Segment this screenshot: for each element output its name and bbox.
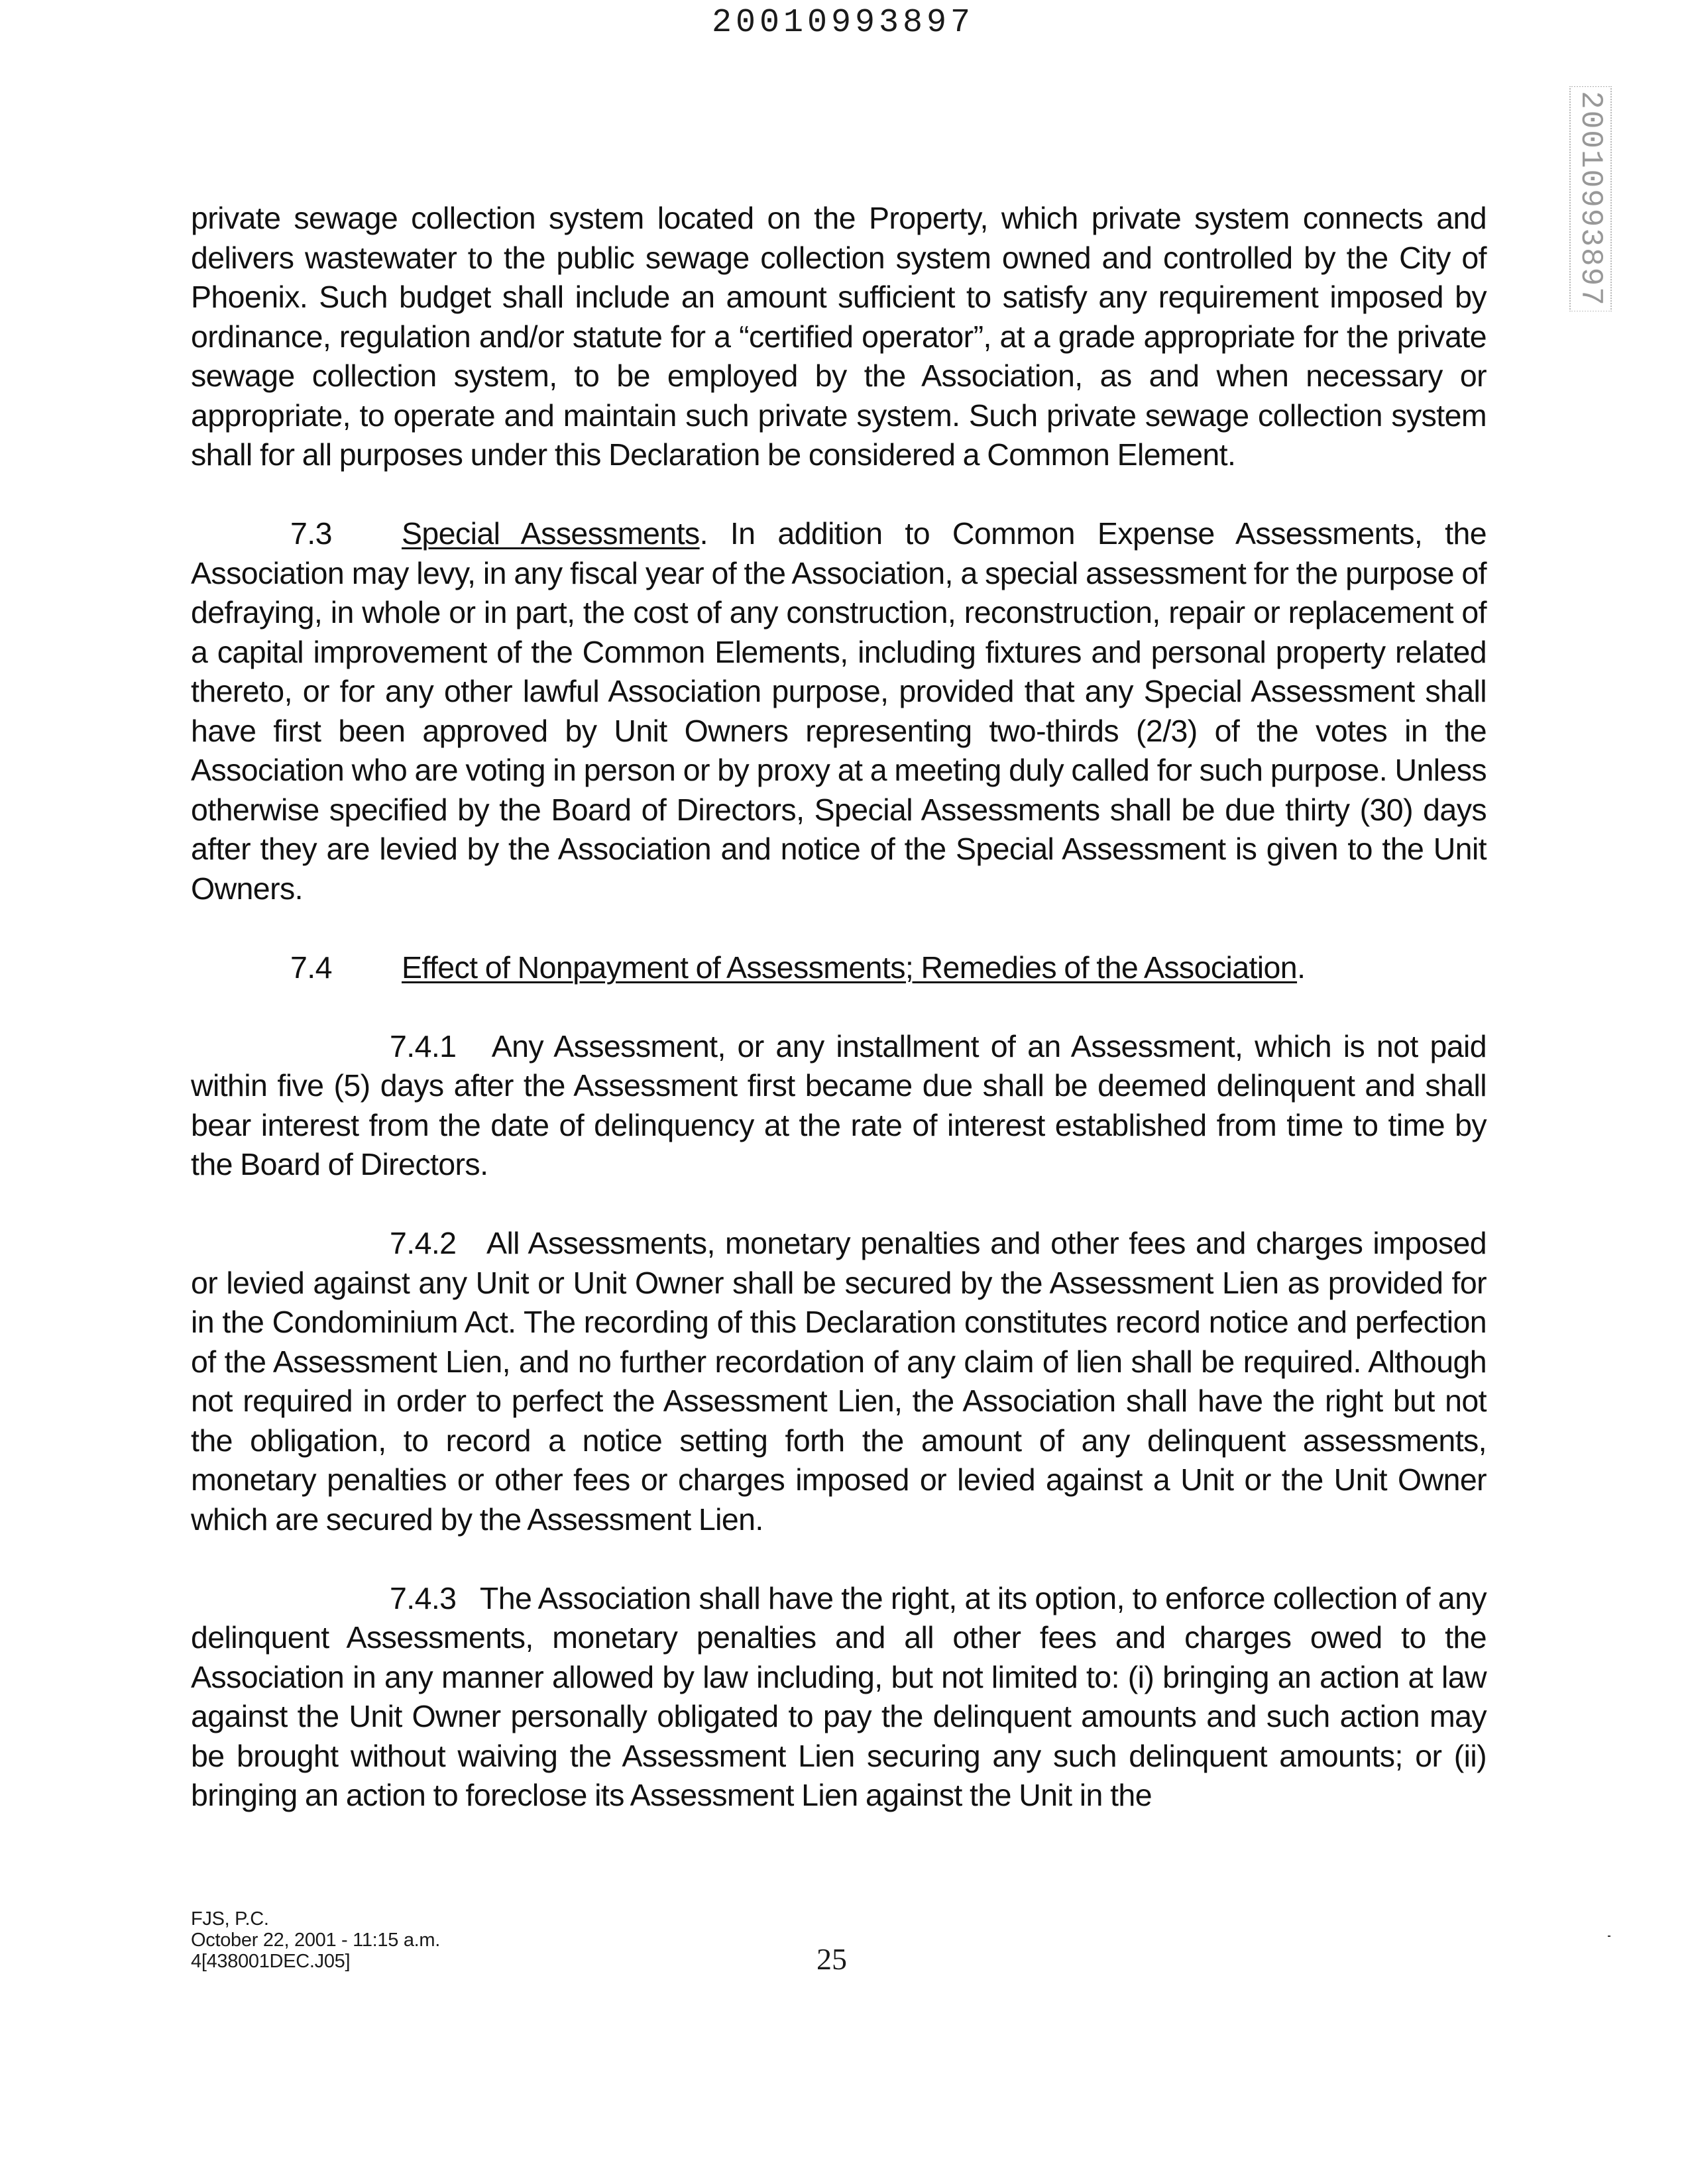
recording-stamp [1524,86,1657,311]
page-number: 25 [816,1942,847,1976]
document-number-header: 20010993897 [711,4,975,42]
recording-stamp-text: 20010993897 [1569,86,1612,311]
subsection-number: 7.4.3 [390,1580,457,1615]
section-title: Special Assessments [402,516,700,551]
subsection-7-4-2 [191,1224,1487,1539]
section-number: 7.4 [290,950,332,985]
footer-date: October 22, 2001 - 11:15 a.m. [191,1930,441,1951]
subsection-number: 7.4.2 [390,1226,457,1260]
subsection-number: 7.4.1 [390,1028,457,1064]
subsection-text: Any Assessment, or any installment of an Assessment, which is not paid within five (5) days after the Assessment first became due shall be deemed delinquent and shall bear interest from the date of delinquency at the rate of interest established from time to time by the Board of Directors. [191,1028,1487,1181]
section-title: Effect of Nonpayment of Assessments; Remedies of the Association [402,950,1298,985]
section-title-punct: . [1297,950,1306,985]
footer-file-ref: 4[438001DEC.J05] [191,1951,351,1972]
continuation-paragraph: private sewage collection system located on the Property, which private system connects and delivers wastewater to the public sewage collection system owned and controlled by the City of Phoenix. Such budget shall include an amount sufficient to satisfy any requirement imposed by ordinance, regulation and/or statute for a “certified operator”, at a grade appropriate for the private sewage collection system, to be employed by the Association, as and when necessary or appropriate, to operate and maintain such private system. Such private sewage collection system shall for all purposes under this Declaration be considered a Common Element. [191,201,1487,472]
document-body [191,199,1487,1816]
scan-artifact [1608,1936,1610,1937]
section-7-4-heading [191,948,1487,988]
section-7-3 [191,514,1487,908]
subsection-7-4-1 [191,1027,1487,1185]
subsection-7-4-3 [191,1579,1487,1816]
subsection-text: The Association shall have the right, at its option, to enforce collection of any delinquent Assessments, monetary penalties and all other fees and charges owed to the Association in any manner allowed by law including, but not limited to: (i) bringing an action at law against the Unit Owner personally obligated to pay the delinquent amounts and such action may be brought without waiving the Assessment Lien securing any such delinquent amounts; or (ii) bringing an action to foreclose its Assessment Lien against the Unit in the [191,1580,1487,1812]
section-title-punct: . [699,516,708,551]
footer-firm: FJS, P.C. [191,1908,269,1930]
footer-block [191,1908,440,1972]
section-number: 7.3 [290,516,332,551]
section-text: In addition to Common Expense Assessments, the Association may levy, in any fiscal year of the Association, a special assessment for the purpose of defraying, in whole or in part, the cost of any construction, reconstruction, repair or replacement of a capital improvement of the Common Elements, including fixtures and personal property related thereto, or for any other lawful Association purpose, provided that any Special Assessment shall have first been approved by Unit Owners representing two-thirds (2/3) of the votes in the Association who are voting in person or by proxy at a meeting duly called for such purpose. Unless otherwise specified by the Board of Directors, Special Assessments shall be due thirty (30) days after they are levied by the Association and notice of the Special Assessment is given to the Unit Owners. [191,516,1487,906]
subsection-text: All Assessments, monetary penalties and other fees and charges imposed or levied against any Unit or Unit Owner shall be secured by the Assessment Lien as provided for in the Condominium Act. The recording of this Declaration constitutes record notice and perfection of the Assessment Lien, and no further recordation of any claim of lien shall be required. Although not required in order to perfect the Assessment Lien, the Association shall have the right but not the obligation, to record a notice setting forth the amount of any delinquent assessments, monetary penalties or other fees or charges imposed or levied against a Unit or the Unit Owner which are secured by the Assessment Lien. [191,1226,1487,1537]
